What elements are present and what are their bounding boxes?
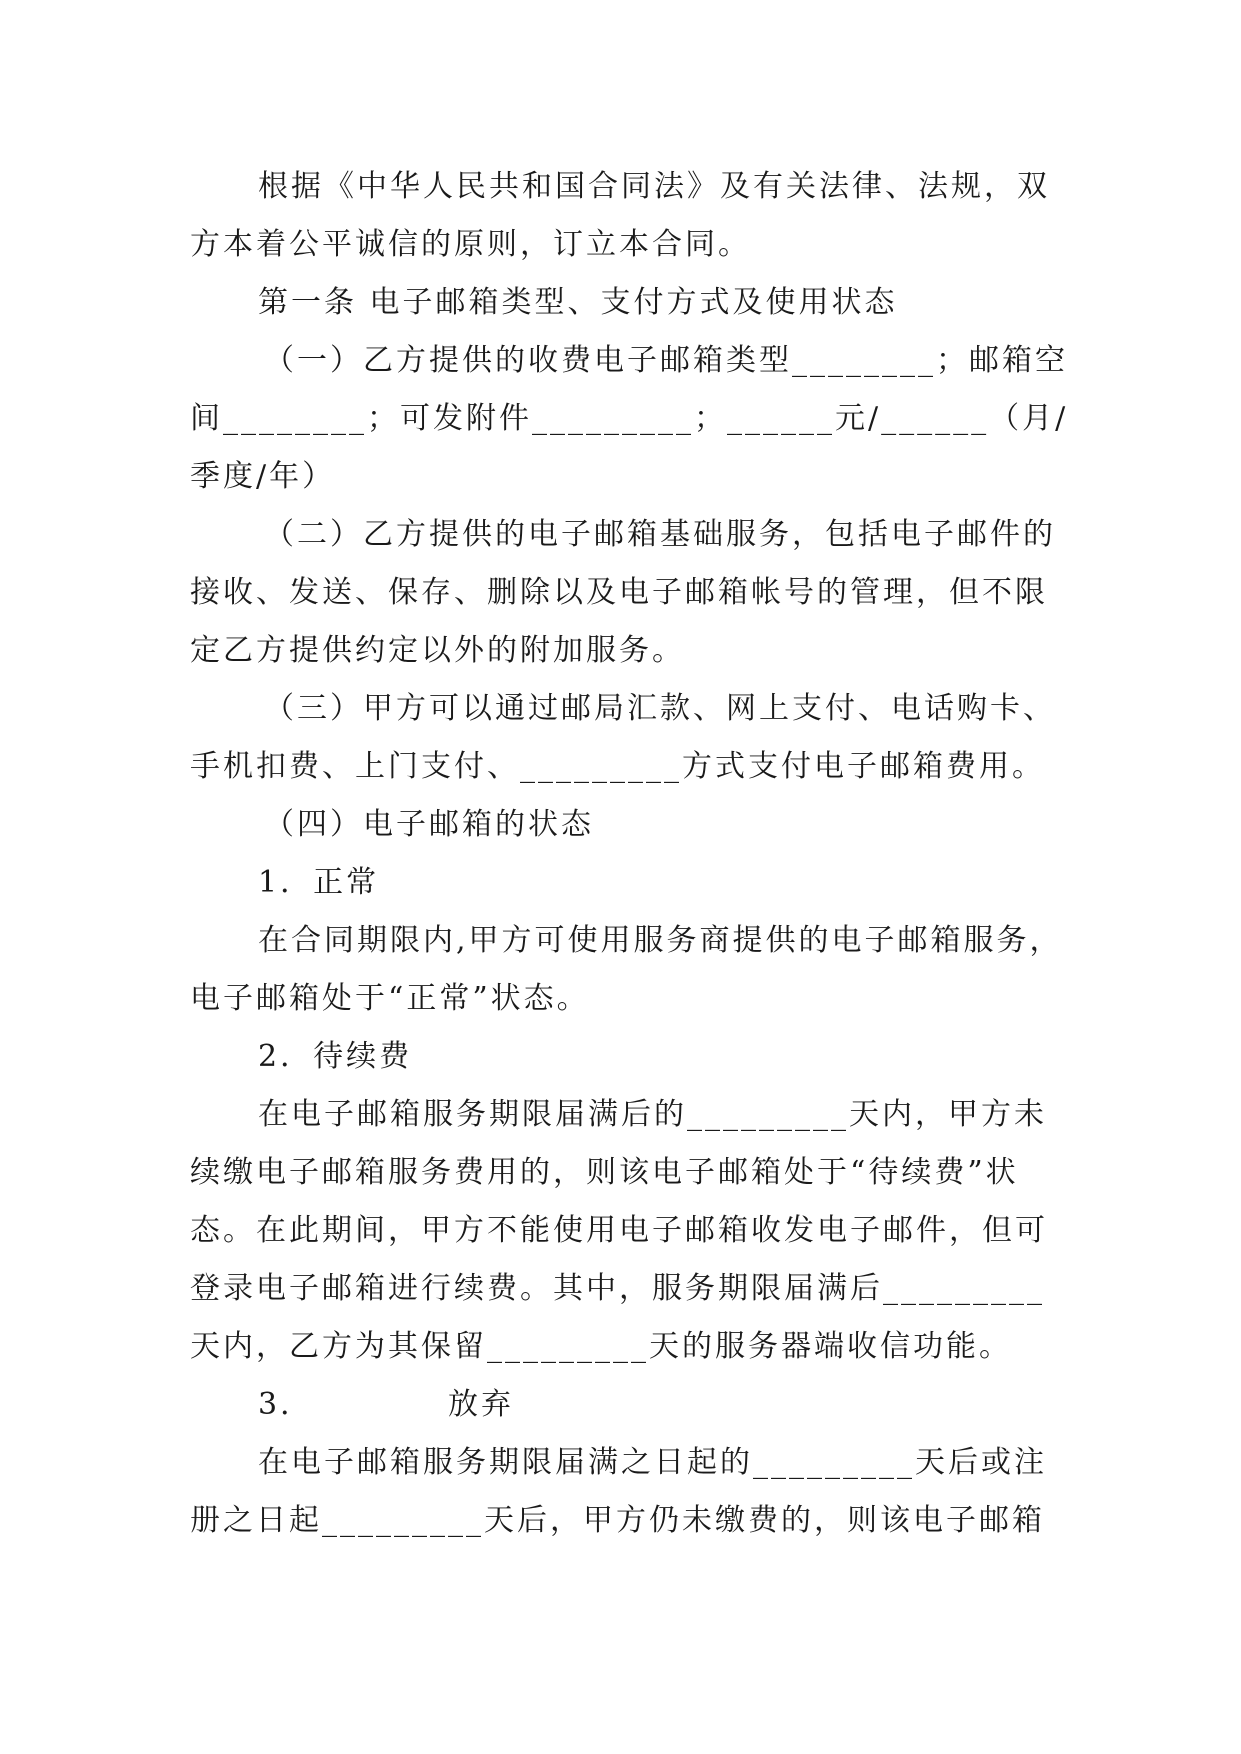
paragraph-line: 间________；可发附件_________；______元/______（月/ bbox=[190, 401, 1069, 436]
paragraph-line: （三）甲方可以通过邮局汇款、网上支付、电话购卡、 bbox=[264, 691, 1056, 726]
paragraph-line: 接收、发送、保存、删除以及电子邮箱帐号的管理，但不限 bbox=[190, 575, 1048, 610]
item-heading: 2．待续费 bbox=[258, 1039, 413, 1074]
item-number: 3． bbox=[258, 1387, 314, 1422]
paragraph-line: 根据《中华人民共和国合同法》及有关法律、法规，双 bbox=[258, 169, 1050, 204]
paragraph-line: （一）乙方提供的收费电子邮箱类型________；邮箱空 bbox=[264, 343, 1068, 378]
item-heading bbox=[190, 1376, 1050, 1434]
paragraph-line: 在电子邮箱服务期限届满之日起的_________天后或注 bbox=[258, 1445, 1047, 1480]
item-heading: 1．正常 bbox=[258, 865, 380, 900]
paragraph-line: 在合同期限内,甲方可使用服务商提供的电子邮箱服务， bbox=[258, 923, 1063, 958]
paragraph-line: 册之日起_________天后，甲方仍未缴费的，则该电子邮箱 bbox=[190, 1503, 1045, 1538]
paragraph-line: 定乙方提供约定以外的附加服务。 bbox=[190, 633, 685, 668]
subsection-heading: （四）电子邮箱的状态 bbox=[264, 807, 594, 842]
paragraph-line: 续缴电子邮箱服务费用的，则该电子邮箱处于“待续费”状 bbox=[190, 1155, 1019, 1190]
paragraph-line: 手机扣费、上门支付、_________方式支付电子邮箱费用。 bbox=[190, 749, 1045, 784]
paragraph-line: 态。在此期间，甲方不能使用电子邮箱收发电子邮件，但可 bbox=[190, 1213, 1048, 1248]
section-heading: 第一条 电子邮箱类型、支付方式及使用状态 bbox=[258, 285, 898, 320]
paragraph-line: 季度/年） bbox=[190, 459, 336, 494]
paragraph-line: 电子邮箱处于“正常”状态。 bbox=[190, 981, 590, 1016]
paragraph-line: 天内，乙方为其保留_________天的服务器端收信功能。 bbox=[190, 1329, 1012, 1364]
paragraph-line: 方本着公平诚信的原则，订立本合同。 bbox=[190, 227, 751, 262]
paragraph-line: 在电子邮箱服务期限届满后的_________天内，甲方未 bbox=[258, 1097, 1047, 1132]
paragraph-line: 登录电子邮箱进行续费。其中，服务期限届满后_________ bbox=[190, 1271, 1045, 1306]
contract-page bbox=[190, 158, 1069, 1550]
item-title: 放弃 bbox=[448, 1387, 514, 1422]
paragraph-line: （二）乙方提供的电子邮箱基础服务，包括电子邮件的 bbox=[264, 517, 1056, 552]
